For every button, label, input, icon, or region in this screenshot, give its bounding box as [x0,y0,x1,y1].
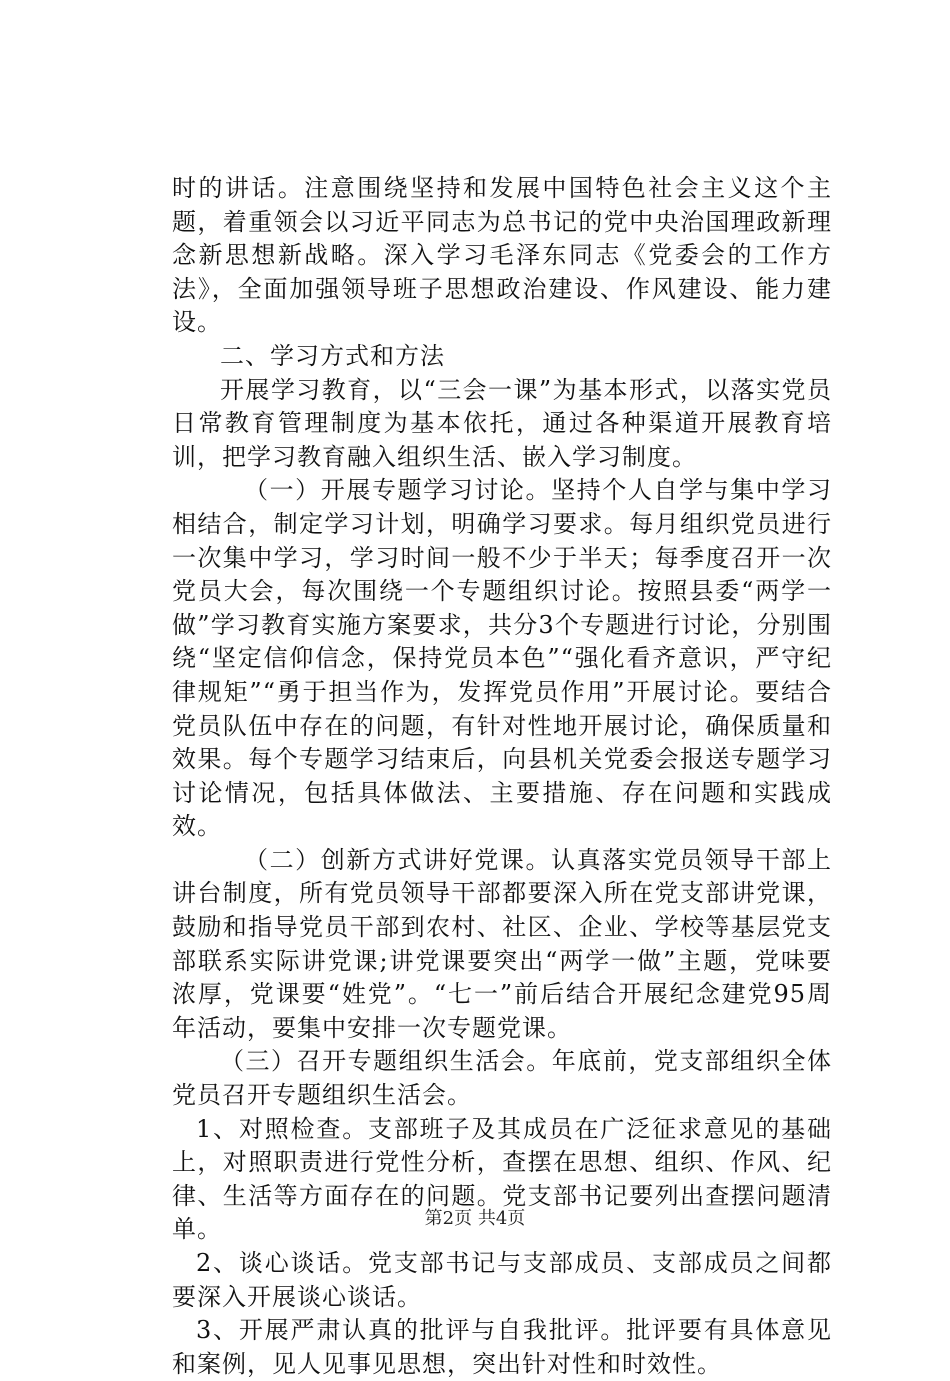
paragraph-continuation: 时的讲话。注意围绕坚持和发展中国特色社会主义这个主题，着重领会以习近平同志为总书记的党中央治国理政新理念新思想新战略。深入学习毛泽东同志《党委会的工作方法》，全面加强领导班子思想政治建设、作风建设、能力建设。 [172,174,832,337]
section-heading: 二、学习方式和方法 [220,341,445,370]
paragraph-item-1: （一）开展专题学习讨论。坚持个人自学与集中学习相结合，制定学习计划，明确学习要求。每月组织党员进行一次集中学习，学习时间一般不少于半天；每季度召开一次党员大会，每次围绕一个专题组织讨论。按照县委“两学一做”学习教育实施方案要求，共分3个专题进行讨论，分别围绕“坚定信仰信念，保持党员本色”“强化看齐意识，严守纪律规矩”“勇于担当作为，发挥党员作用”开展讨论。要结合党员队伍中存在的问题，有针对性地开展讨论，确保质量和效果。每个专题学习结束后，向县机关党委会报送专题学习讨论情况，包括具体做法、主要措施、存在问题和实践成效。 [172,476,832,841]
paragraph-subitem-2: 2、谈心谈话。党支部书记与支部成员、支部成员之间都要深入开展谈心谈话。 [172,1249,832,1311]
page-number-footer: 第2页 共4页 [424,1208,526,1229]
paragraph-item-2: （二）创新方式讲好党课。认真落实党员领导干部上讲台制度，所有党员领导干部都要深入所在党支部讲党课，鼓励和指导党员干部到农村、社区、企业、学校等基层党支部联系实际讲党课;讲党课要突出“两学一做”主题，党味要浓厚，党课要“姓党”。“七一”前后结合开展纪念建党95周年活动，要集中安排一次专题党课。 [172,845,832,1042]
paragraph-subitem-1: 1、对照检查。支部班子及其成员在广泛征求意见的基础上，对照职责进行党性分析，查摆在思想、组织、作风、纪律、生活等方面存在的问题。党支部书记要列出查摆问题清单。 [172,1114,832,1244]
paragraph-item-3: （三）召开专题组织生活会。年底前，党支部组织全体党员召开专题组织生活会。 [172,1047,832,1110]
paragraph-intro: 开展学习教育，以“三会一课”为基本形式，以落实党员日常教育管理制度为基本依托，通过各种渠道开展教育培训，把学习教育融入组织生活、嵌入学习制度。 [172,375,832,471]
paragraph-subitem-3: 3、开展严肃认真的批评与自我批评。批评要有具体意见和案例，见人见事见思想，突出针对性和时效性。 [172,1316,832,1378]
document-body [172,172,832,1381]
